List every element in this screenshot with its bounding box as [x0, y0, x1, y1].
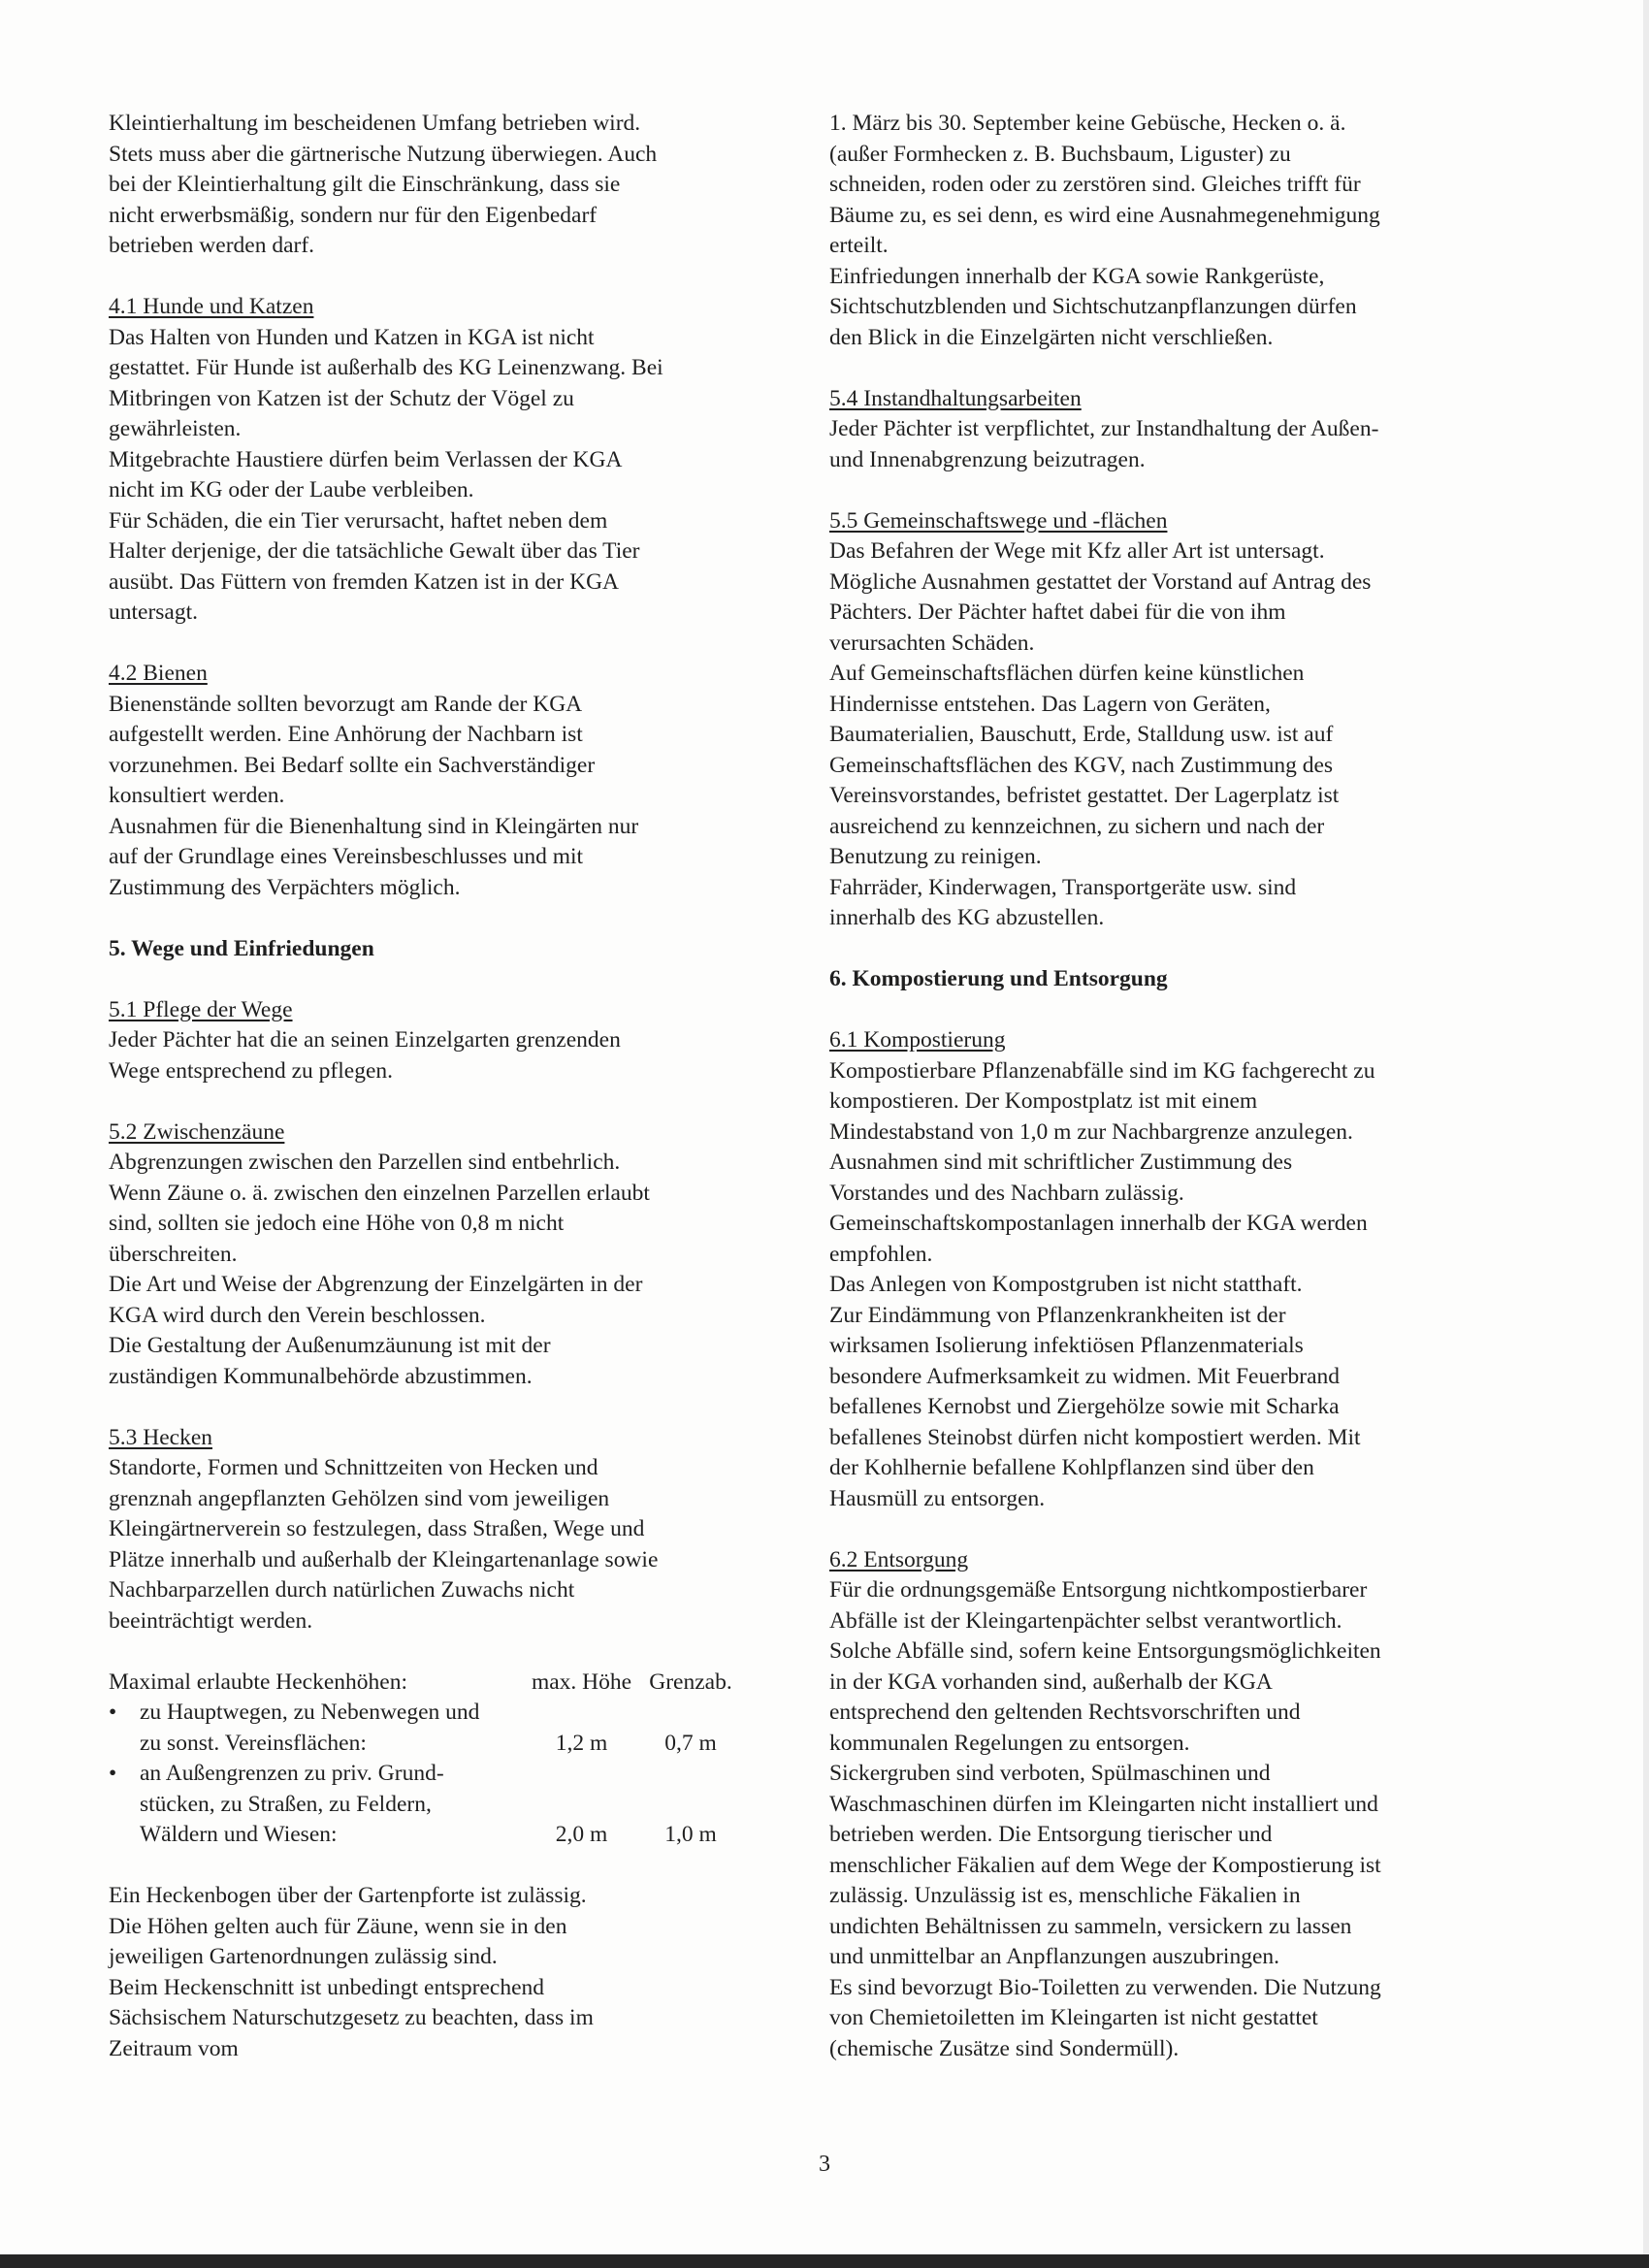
text-line: Einfriedungen innerhalb der KGA sowie Rankgerüste,: [829, 263, 1325, 289]
text-line: nicht im KG oder der Laube verbleiben.: [109, 477, 474, 502]
text-line: Plätze innerhalb und außerhalb der Kleingartenanlage sowie: [109, 1546, 659, 1572]
section-5-2: [109, 1118, 739, 1393]
text-line: beeinträchtigt werden.: [109, 1607, 313, 1634]
text-line: innerhalb des KG abzustellen.: [829, 905, 1105, 930]
text-line: (außer Formhecken z. B. Buchsbaum, Liguster) zu: [829, 141, 1291, 167]
text-line: Jeder Pächter hat die an seinen Einzelgarten grenzenden: [109, 1027, 621, 1053]
section-6-heading: 6. Kompostierung und Entsorgung: [829, 966, 1168, 991]
text-line: Waschmaschinen dürfen im Kleingarten nicht installiert und: [829, 1791, 1378, 1817]
text-line: auf der Grundlage eines Vereinsbeschlusses und mit: [109, 844, 584, 869]
text-line: Kleingärtnerverein so festzulegen, dass Straßen, Wege und: [109, 1516, 645, 1541]
text-line: Wenn Zäune o. ä. zwischen den einzelnen Parzellen erlaubt: [109, 1180, 650, 1206]
text-line: Abgrenzungen zwischen den Parzellen sind entbehrlich.: [109, 1150, 621, 1175]
text-line: Nachbarparzellen durch natürlichen Zuwachs nicht: [109, 1577, 575, 1603]
text-line: Für Schäden, die ein Tier verursacht, haftet neben dem: [109, 507, 608, 534]
text-line: Hausmüll zu entsorgen.: [829, 1485, 1046, 1511]
section-6-1-heading: 6.1 Kompostierung: [829, 1027, 1006, 1053]
hedge-table-distance-header: Grenzab.: [649, 1669, 732, 1695]
text-line: und Innenabgrenzung beizutragen.: [829, 446, 1146, 472]
text-line: Kompostierbare Pflanzenabfälle sind im KG fachgerecht zu: [829, 1057, 1375, 1084]
text-line: ausreichend zu kennzeichnen, zu sichern und nach der: [829, 813, 1325, 839]
section-6-2-heading: 6.2 Entsorgung: [829, 1546, 969, 1572]
text-line: ausübt. Das Füttern von fremden Katzen ist in der KGA: [109, 568, 620, 595]
hedge-closing-paragraph: [109, 1881, 739, 2064]
section-4-1: [109, 292, 739, 629]
text-line: von Chemietoiletten im Kleingarten ist nicht gestattet: [829, 2005, 1318, 2030]
section-4-2-body: [109, 690, 739, 904]
section-5-2-heading: 5.2 Zwischenzäune: [109, 1118, 285, 1145]
text-line: nicht erwerbsmäßig, sondern nur für den Eigenbedarf: [109, 202, 598, 228]
hedge-table-header: [109, 1668, 739, 1699]
text-line: Bienenstände sollten bevorzugt am Rande der KGA: [109, 691, 583, 717]
section-5-1: [109, 995, 739, 1087]
text-line: befallenes Kernobst und Ziergehölze sowie mit Scharka: [829, 1394, 1340, 1419]
text-line: betrieben werden darf.: [109, 233, 315, 258]
hedge-row-max: 1,2 m: [555, 1730, 608, 1756]
section-5-5-heading: 5.5 Gemeinschaftswege und -flächen: [829, 507, 1168, 534]
text-line: Kleintierhaltung im bescheidenen Umfang betrieben wird.: [109, 111, 641, 136]
text-line: Fahrräder, Kinderwagen, Transportgeräte usw. sind: [829, 874, 1297, 900]
bullet-icon: •: [109, 1700, 117, 1725]
text-line: Benutzung zu reinigen.: [829, 844, 1042, 869]
text-line: schneiden, roden oder zu zerstören sind. Gleiches trifft für: [829, 172, 1361, 197]
text-line: empfohlen.: [829, 1241, 933, 1267]
text-line: Baumaterialien, Bauschutt, Erde, Stalldung usw. ist auf: [829, 722, 1334, 747]
section-5-5: [829, 506, 1460, 934]
text-line: erteilt.: [829, 233, 889, 258]
text-line: Die Höhen gelten auch für Zäune, wenn sie in den: [109, 1913, 567, 1939]
section-4-1-body: [109, 323, 739, 629]
text-line: undichten Behältnissen zu sammeln, versickern zu lassen: [829, 1913, 1352, 1939]
text-line: Sächsischem Naturschutzgesetz zu beachten, dass im: [109, 2005, 594, 2030]
left-column: [109, 109, 739, 2095]
text-line: 1. März bis 30. September keine Gebüsche, Hecken o. ä.: [829, 111, 1346, 136]
text-line: kompostieren. Der Kompostplatz ist mit einem: [829, 1088, 1258, 1114]
text-line: befallenes Steinobst dürfen nicht kompostiert werden. Mit: [829, 1424, 1361, 1450]
text-line: Solche Abfälle sind, sofern keine Entsorgungsmöglichkeiten: [829, 1638, 1381, 1664]
hedge-row-distance: 0,7 m: [664, 1730, 717, 1756]
text-line: Abfälle ist der Kleingartenpächter selbst verantwortlich.: [829, 1607, 1342, 1634]
text-line: Es sind bevorzugt Bio-Toiletten zu verwenden. Die Nutzung: [829, 1974, 1381, 2000]
text-line: untersagt.: [109, 599, 199, 625]
section-5-3: [109, 1423, 739, 1637]
text-line: verursachten Schäden.: [829, 630, 1035, 656]
hedge-row-line: Wäldern und Wiesen:: [140, 1822, 338, 1847]
text-line: Bäume zu, es sei denn, es wird eine Ausnahmegenehmigung: [829, 202, 1380, 228]
text-line: Hindernisse entstehen. Das Lagern von Geräten,: [829, 691, 1271, 717]
text-line: KGA wird durch den Verein beschlossen.: [109, 1302, 486, 1328]
text-line: Zur Eindämmung von Pflanzenkrankheiten ist der: [829, 1302, 1286, 1328]
text-line: vorzunehmen. Bei Bedarf sollte ein Sachverständiger: [109, 752, 596, 778]
hedge-row-distance: 1,0 m: [664, 1822, 717, 1847]
text-line: Das Halten von Hunden und Katzen in KGA ist nicht: [109, 324, 595, 350]
text-line: jeweiligen Gartenordnungen zulässig sind.: [109, 1944, 498, 1969]
section-5-4: [829, 384, 1460, 476]
page-number: 3: [819, 2152, 830, 2177]
section-4-2: [109, 659, 739, 903]
hedge-table-title: Maximal erlaubte Heckenhöhen:: [109, 1669, 407, 1695]
section-6-1: [829, 1025, 1460, 1514]
text-line: Das Befahren der Wege mit Kfz aller Art ist untersagt.: [829, 538, 1325, 564]
text-line: bei der Kleintierhaltung gilt die Einschränkung, dass sie: [109, 172, 621, 197]
text-line: Standorte, Formen und Schnittzeiten von Hecken und: [109, 1455, 598, 1480]
text-line: Gemeinschaftsflächen des KGV, nach Zustimmung des: [829, 752, 1334, 778]
text-line: sind, sollten sie jedoch eine Höhe von 0,8 m nicht: [109, 1211, 565, 1236]
section-6-2-body: [829, 1575, 1460, 2064]
text-line: den Blick in die Einzelgärten nicht verschließen.: [829, 324, 1274, 350]
section-5-3-heading: 5.3 Hecken: [109, 1424, 213, 1450]
text-line: Auf Gemeinschaftsflächen dürfen keine künstlichen: [829, 661, 1305, 686]
text-line: der Kohlhernie befallene Kohlpflanzen sind über den: [829, 1455, 1314, 1480]
section-5-1-heading: 5.1 Pflege der Wege: [109, 996, 293, 1022]
text-line: kommunalen Regelungen zu entsorgen.: [829, 1730, 1190, 1756]
text-line: Ein Heckenbogen über der Gartenpforte ist zulässig.: [109, 1883, 587, 1908]
text-line: Zustimmung des Verpächters möglich.: [109, 874, 461, 900]
hedge-table-row: [109, 1698, 739, 1759]
bullet-icon: •: [109, 1761, 117, 1786]
section-5-4-body: [829, 414, 1460, 475]
text-line: aufgestellt werden. Eine Anhörung der Nachbarn ist: [109, 722, 583, 747]
text-line: Ausnahmen sind mit schriftlicher Zustimmung des: [829, 1150, 1293, 1175]
text-line: betrieben werden. Die Entsorgung tierischer und: [829, 1822, 1273, 1847]
text-line: wirksamen Isolierung infektiösen Pflanzenmaterials: [829, 1333, 1304, 1358]
text-line: Mindestabstand von 1,0 m zur Nachbargrenze anzulegen.: [829, 1118, 1353, 1145]
hedge-table-max-header: max. Höhe: [531, 1669, 632, 1695]
hedge-height-table: [109, 1668, 739, 1851]
text-line: Zeitraum vom: [109, 2035, 239, 2061]
text-line: Sickergruben sind verboten, Spülmaschinen und: [829, 1761, 1271, 1786]
text-line: Pächters. Der Pächter haftet dabei für die von ihm: [829, 599, 1286, 625]
hedge-height-table-block: [109, 1668, 739, 1851]
text-line: Jeder Pächter ist verpflichtet, zur Instandhaltung der Außen-: [829, 416, 1379, 441]
section-5-1-body: [109, 1025, 739, 1086]
section-6-2: [829, 1545, 1460, 2065]
text-line: Die Gestaltung der Außenumzäunung ist mit der: [109, 1333, 551, 1358]
intro-paragraph: [109, 109, 739, 262]
text-line: in der KGA vorhanden sind, außerhalb der KGA: [829, 1669, 1273, 1695]
text-line: zulässig. Unzulässig ist es, menschliche Fäkalien in: [829, 1883, 1301, 1908]
section-6: [829, 964, 1460, 995]
text-line: menschlicher Fäkalien auf dem Wege der Kompostierung ist: [829, 1852, 1381, 1878]
text-line: Mögliche Ausnahmen gestattet der Vorstand auf Antrag des: [829, 568, 1372, 595]
section-5-5-body: [829, 536, 1460, 934]
text-line: Ausnahmen für die Bienenhaltung sind in Kleingärten nur: [109, 813, 639, 839]
hedge-row-line: zu Hauptwegen, zu Nebenwegen und: [140, 1700, 480, 1725]
text-line: entsprechend den geltenden Rechtsvorschriften und: [829, 1700, 1301, 1725]
text-line: grenznah angepflanzten Gehölzen sind vom jeweiligen: [109, 1485, 610, 1511]
scan-edge-bottom: [0, 2254, 1649, 2268]
section-5-3-continued: [829, 109, 1460, 353]
hedge-row-line: stücken, zu Straßen, zu Feldern,: [140, 1791, 432, 1817]
text-line: Die Art und Weise der Abgrenzung der Einzelgärten in der: [109, 1272, 643, 1297]
text-line: Vereinsvorstandes, befristet gestattet. Der Lagerplatz ist: [829, 783, 1340, 808]
text-line: Halter derjenige, der die tatsächliche Gewalt über das Tier: [109, 538, 640, 564]
section-4-2-heading: 4.2 Bienen: [109, 661, 208, 686]
text-line: Beim Heckenschnitt ist unbedingt entsprechend: [109, 1974, 545, 2000]
section-5-4-heading: 5.4 Instandhaltungsarbeiten: [829, 385, 1082, 411]
hedge-row-line: an Außengrenzen zu priv. Grund-: [140, 1761, 444, 1786]
text-line: Wege entsprechend zu pflegen.: [109, 1057, 394, 1084]
section-5-3-body: [109, 1453, 739, 1636]
text-line: Sichtschutzblenden und Sichtschutzanpflanzungen dürfen: [829, 294, 1357, 319]
text-line: Stets muss aber die gärtnerische Nutzung überwiegen. Auch: [109, 141, 658, 167]
section-5-2-body: [109, 1148, 739, 1392]
text-line: Gemeinschaftskompostanlagen innerhalb der KGA werden: [829, 1211, 1368, 1236]
text-line: Mitgebrachte Haustiere dürfen beim Verlassen der KGA: [109, 446, 623, 472]
text-line: Das Anlegen von Kompostgruben ist nicht statthaft.: [829, 1272, 1303, 1297]
text-line: Mitbringen von Katzen ist der Schutz der Vögel zu: [109, 385, 574, 411]
text-line: Vorstandes und des Nachbarn zulässig.: [829, 1180, 1184, 1206]
section-6-1-body: [829, 1056, 1460, 1515]
section-5-heading: 5. Wege und Einfriedungen: [109, 935, 374, 961]
hedge-row-label: [109, 1759, 521, 1851]
section-5: [109, 934, 739, 965]
text-line: Für die ordnungsgemäße Entsorgung nichtkompostierbarer: [829, 1577, 1368, 1603]
hedge-table-row: [109, 1759, 739, 1851]
text-line: und unmittelbar an Anpflanzungen auszubringen.: [829, 1944, 1279, 1969]
text-line: überschreiten.: [109, 1241, 238, 1267]
text-line: konsultiert werden.: [109, 783, 285, 808]
right-column: [829, 109, 1460, 2095]
hedge-row-label: [109, 1698, 521, 1759]
text-line: gestattet. Für Hunde ist außerhalb des KG Leinenzwang. Bei: [109, 355, 663, 380]
text-line: gewährleisten.: [109, 416, 242, 441]
text-line: besondere Aufmerksamkeit zu widmen. Mit Feuerbrand: [829, 1363, 1340, 1389]
scan-edge-right: [1643, 0, 1649, 2268]
section-4-1-heading: 4.1 Hunde und Katzen: [109, 294, 314, 319]
hedge-row-max: 2,0 m: [555, 1822, 608, 1847]
hedge-row-line: zu sonst. Vereinsflächen:: [140, 1730, 367, 1756]
text-line: (chemische Zusätze sind Sondermüll).: [829, 2035, 1180, 2061]
text-line: zuständigen Kommunalbehörde abzustimmen.: [109, 1363, 533, 1389]
